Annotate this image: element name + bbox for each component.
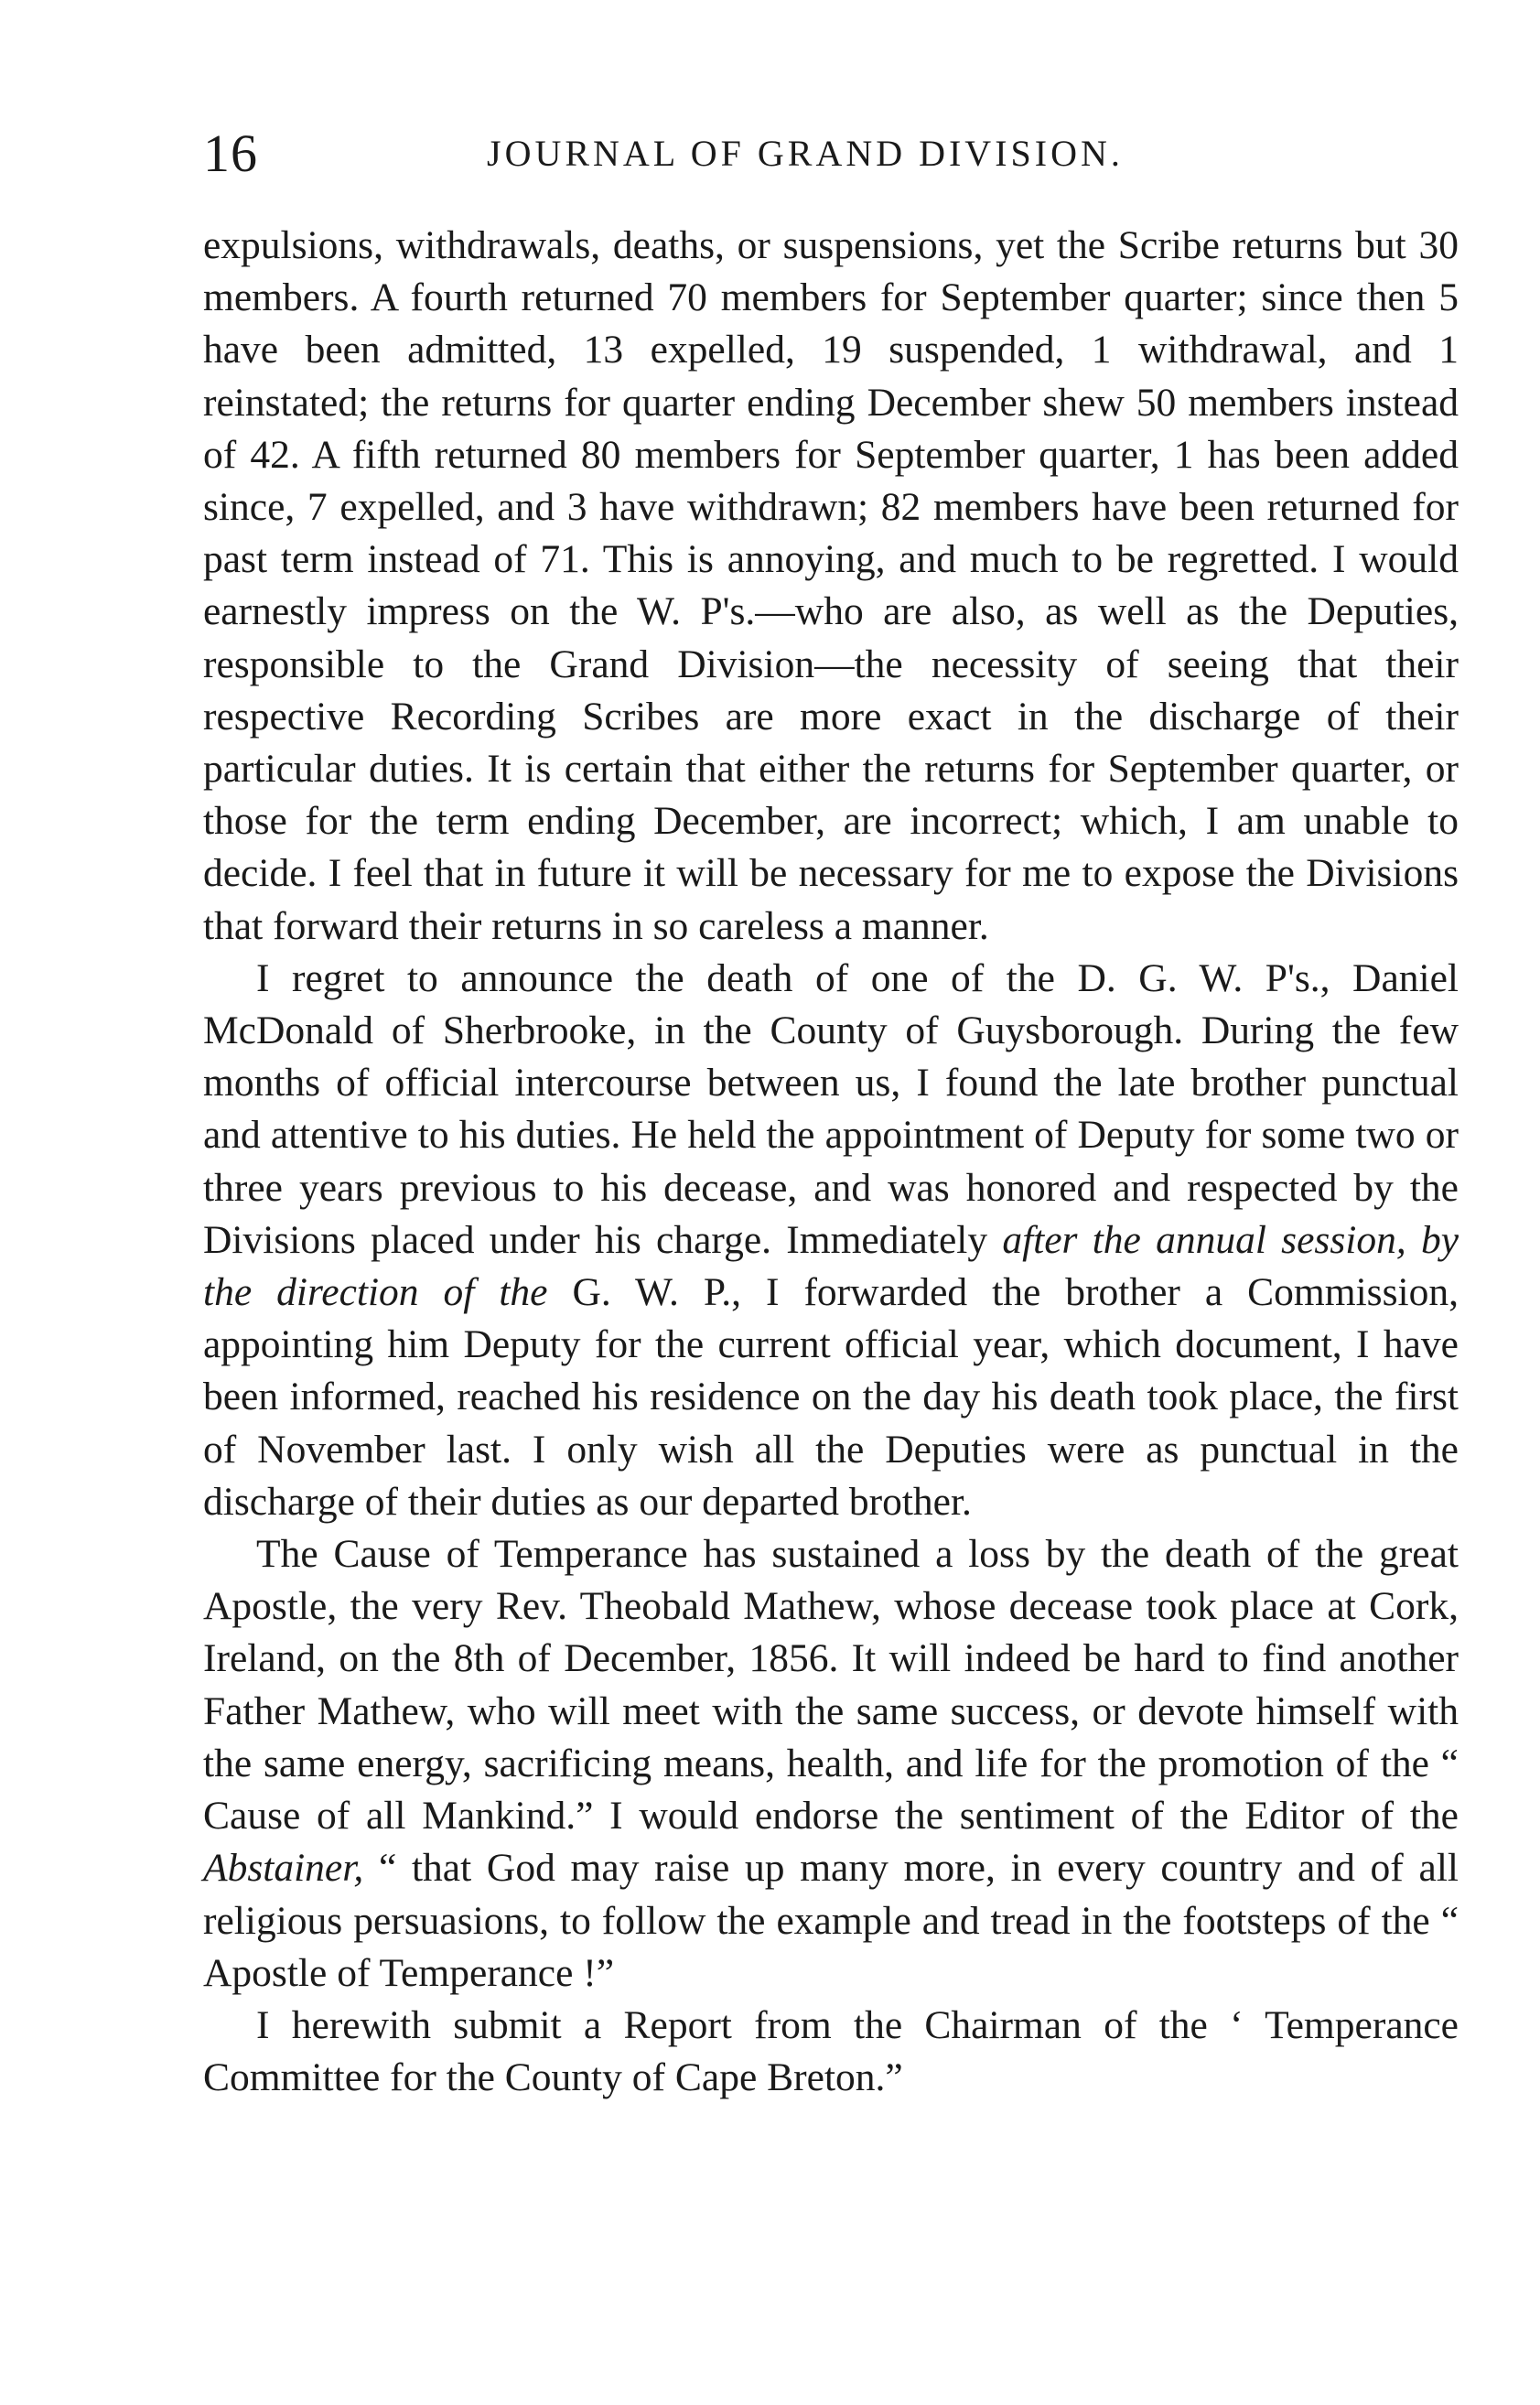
paragraph-mcdonald bbox=[203, 953, 1459, 1528]
text-run: I herewith submit a Report from the Chairman of the ‘ Temperance Committee for the County of Cape Breton.” bbox=[203, 2002, 1459, 2100]
text-run: The Cause of Temperance has sustained a loss by the death of the great Apostle, the very Rev. Theobald Mathew, whose decease took place at Cork, Ireland, on the 8th of December, 1856. It will indeed be hard to find another Father Mathew, who will meet with the same success, or devote himself with the same energy, sacrificing means, health, and life for the promotion of the “ Cause of all Mankind.” I would endorse the sentiment of the Editor of the bbox=[203, 1532, 1459, 1839]
text-run: expulsions, withdrawals, deaths, or suspensions, yet the Scribe returns but 30 members. A fourth returned 70 members for September quarter; since then 5 have been admitted, 13 expelled, 19 suspended, 1 withdrawal, and 1 reinstated; the returns for quarter ending December shew 50 members instead of 42. A fifth returned 80 members for September quarter, 1 has been added since, 7 expelled, and 3 have withdrawn; 82 members have been returned for past term instead of 71. This is annoying, and much to be regretted. I would earnestly impress on the W. P's.—who are also, as well as the Deputies, responsible to the Grand Division—the necessity of seeing that their respective Recording Scribes are more exact in the discharge of their particular duties. It is certain that either the returns for September quarter, or those for the term ending December, are incorrect; which, I am unable to decide. I feel that in future it will be necessary for me to expose the Divisions that forward their returns in so careless a manner. bbox=[203, 223, 1459, 948]
page-number: 16 bbox=[203, 124, 258, 183]
italic-run: after the annual session, by the direction of the bbox=[203, 1217, 1459, 1315]
body-text bbox=[203, 220, 1459, 2104]
italic-run: Abstainer, bbox=[203, 1846, 364, 1891]
text-run: G. W. P., I forwarded the brother a Commission, appointing him Deputy for the current official year, which document, I have been informed, reached his residence on the day his death took place, the first of November last. I only wish all the Deputies were as punctual in the discharge of their duties as our departed brother. bbox=[203, 1270, 1459, 1524]
paragraph-mathew bbox=[203, 1528, 1459, 2000]
page-header bbox=[203, 117, 1457, 190]
running-head: JOURNAL OF GRAND DIVISION. bbox=[487, 133, 1124, 174]
text-run: “ that God may raise up many more, in every country and of all religious persuasions, to follow the example and tread in the footsteps of the “ Apostle of Temperance !” bbox=[203, 1846, 1459, 1995]
text-run: I regret to announce the death of one of the D. G. W. P's., Daniel McDonald of Sherbrooke, in the County of Guysborough. During the few months of official intercourse between us, I found the late brother punctual and attentive to his duties. He held the appointment of Deputy for some two or three years previous to his decease, and was honored and respected by the Divisions placed under his charge. Immediately bbox=[203, 955, 1459, 1262]
paragraph-returns bbox=[203, 220, 1459, 953]
paragraph-report bbox=[203, 2000, 1459, 2104]
